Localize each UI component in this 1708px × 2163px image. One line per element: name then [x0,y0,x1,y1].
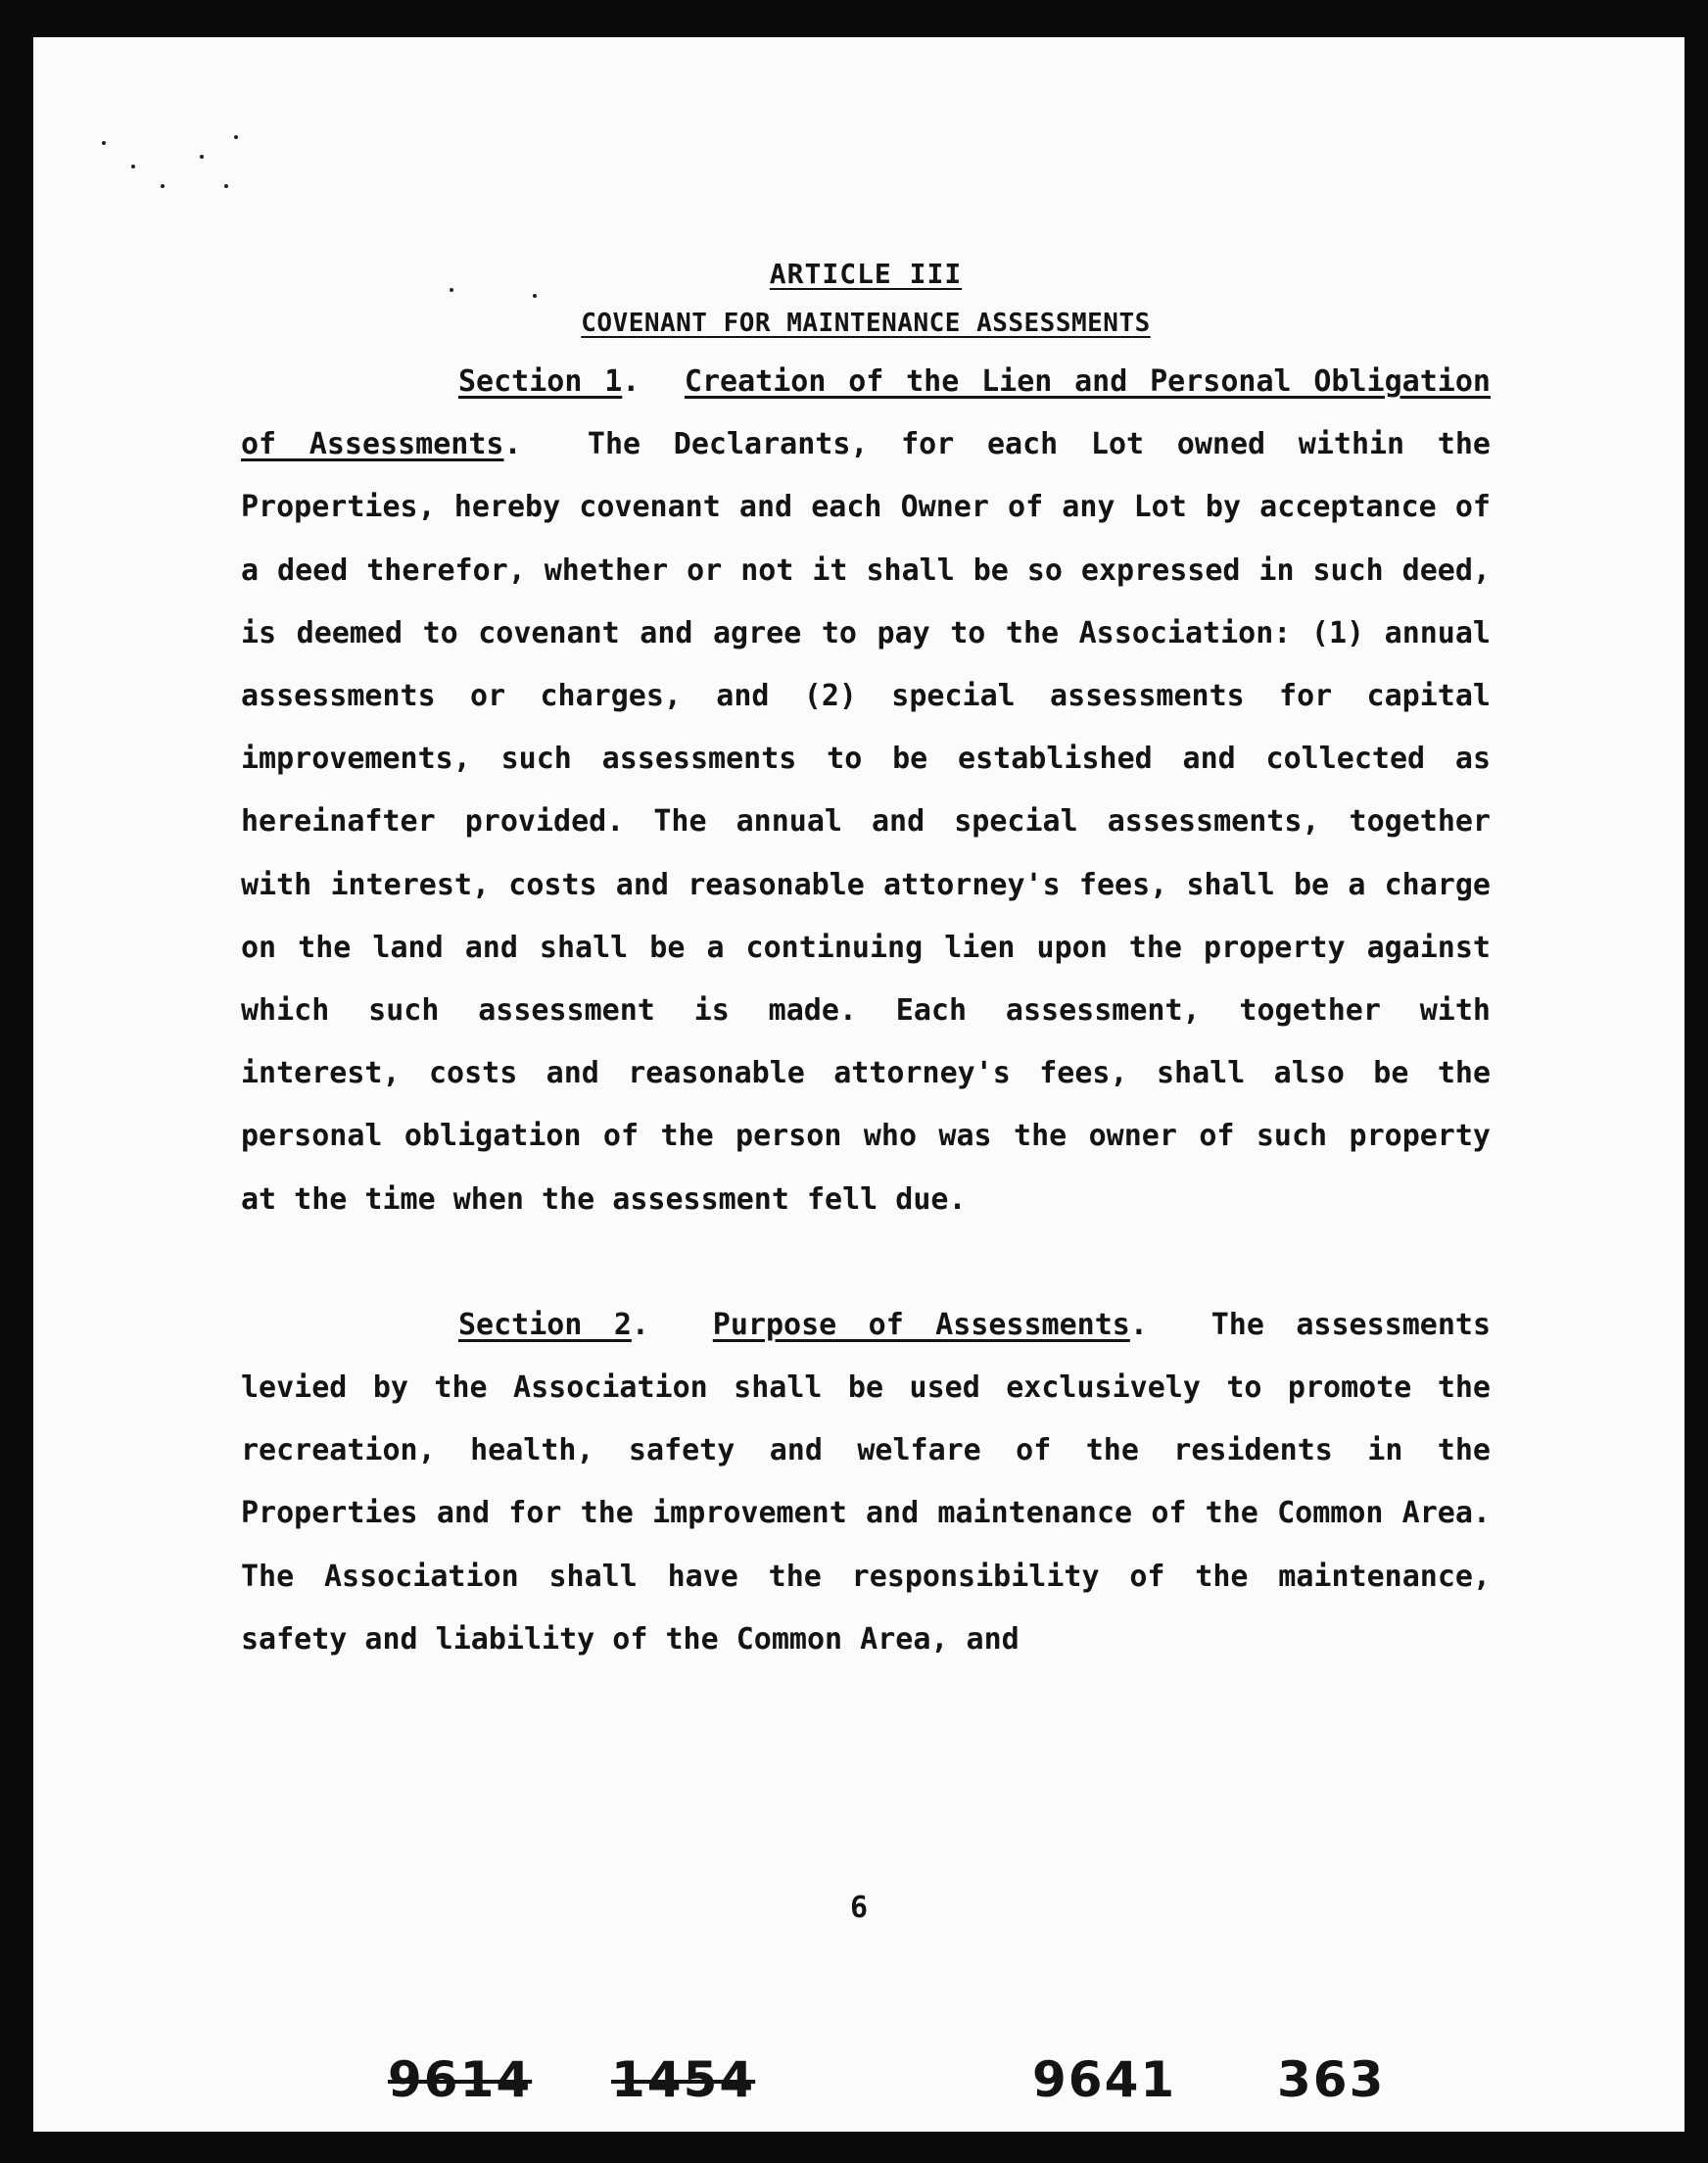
section-1-paragraph: Section 1. Creation of the Lien and Personal Obligation of Assessments. The Declarants, for each Lot owned within the Properties, hereby covenant and each Owner of any Lot by acceptance of a deed therefor, whether or not it shall be so expressed in such deed, is deemed to covenant and agree to pay to the Association: (1) annual assessments or charges, and (2) special assessments for capital improvements, such assessments to be established and collected as hereinafter provided. The annual and special assessments, together with interest, costs and reasonable attorney's fees, shall be a charge on the land and shall be a continuing lien upon the property against which such assessment is made. Each assessment, together with interest, costs and reasonable attorney's fees, shall also be the personal obligation of the person who was the owner of such property at the time when the assessment fell due. [241,364,1491,1217]
section-1-body: The Declarants, for each Lot owned within the Properties, hereby covenant and each Owner of any Lot by acceptance of a deed therefor, whether or not it shall be so expressed in such deed, is deemed to covenant and agree to pay to the Association: (1) annual assessments or charges, and (2) special assessments for capital improvements, such assessments to be established and collected as hereinafter provided. The annual and special assessments, together with interest, costs and reasonable attorney's fees, shall be a charge on the land and shall be a continuing lien upon the property against which such assessment is made. Each assessment, together with interest, costs and reasonable attorney's fees, shall also be the personal obligation of the person who was the owner of such property at the time when the assessment fell due. [241,427,1491,1217]
scan-speck [102,141,106,145]
paragraph-gap [241,1231,1491,1294]
document-page [33,37,1684,2132]
section-2-heading: Purpose of Assessments [712,1307,1130,1342]
scan-speck [224,184,228,188]
section-2-paragraph: Section 2. Purpose of Assessments. The assessments levied by the Association shall be used exclusively to promote the recreation, health, safety and welfare of the residents in the Properties and for the improvement and maintenance of the Common Area. The Association shall have the responsibility of the maintenance, safety and liability of the Common Area, and [241,1307,1492,1657]
section-2-label: Section 2 [458,1307,632,1342]
recording-book-number: 9641 [1032,2051,1177,2108]
section-1-heading: Creation of the Lien and Personal Obligation of Assessments [241,364,1491,462]
struck-book-number: 9614 [388,2051,533,2108]
document-body [241,255,1491,1671]
scan-speck [200,155,204,159]
page-number: 6 [849,1891,869,1925]
article-subtitle: COVENANT FOR MAINTENANCE ASSESSMENTS [581,309,1151,338]
article-title: ARTICLE III [769,258,963,290]
scan-speck [131,165,135,168]
section-1-label: Section 1 [458,364,623,399]
scan-speck [234,135,238,139]
scan-speck [161,184,165,188]
section-2-body: The assessments levied by the Association shall be used exclusively to promote the recreation, health, safety and welfare of the residents in the Properties and for the improvement and maintenance of the Common Area. The Association shall have the responsibility of the maintenance, safety and liability of the Common Area, and [241,1307,1492,1657]
struck-page-number: 1454 [611,2051,756,2108]
recording-page-number: 363 [1277,2051,1386,2108]
